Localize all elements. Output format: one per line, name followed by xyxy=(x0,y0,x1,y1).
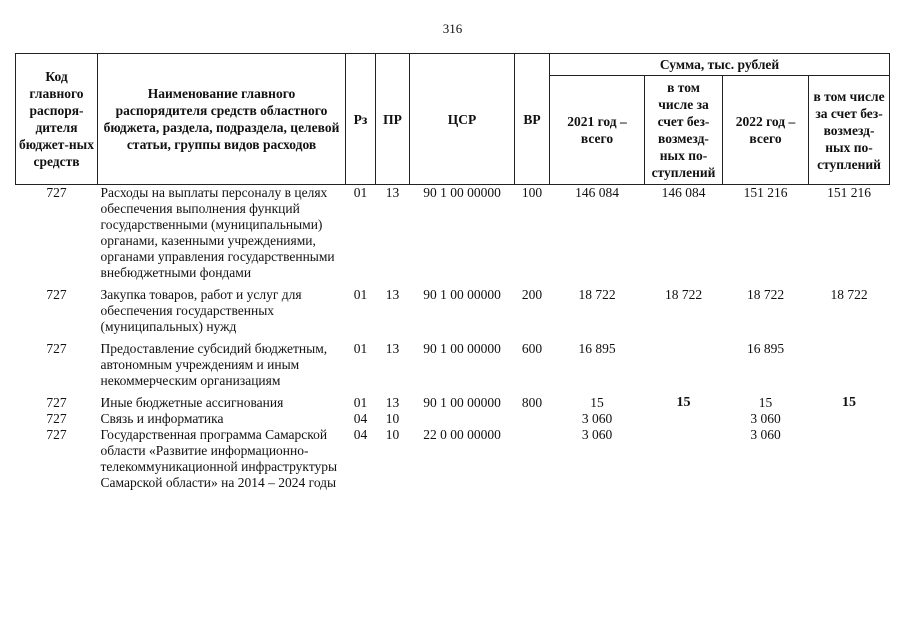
cell-2022-free xyxy=(809,427,890,491)
header-csr: ЦСР xyxy=(410,54,515,185)
cell-pr: 10 xyxy=(385,427,400,442)
cell-csr xyxy=(410,411,515,427)
cell-pr: 10 xyxy=(385,411,400,426)
header-rz: Рз xyxy=(346,54,376,185)
cell-2021-total: 3 060 xyxy=(581,411,613,426)
cell-2022-total: 151 216 xyxy=(743,185,788,200)
header-name: Наименование главного распорядителя средств областного бюджета, раздела, подраздела, целевой статьи, группы видов расходов xyxy=(98,54,346,185)
table-row xyxy=(16,287,890,341)
cell-2021-total: 18 722 xyxy=(578,287,616,302)
cell-code: 727 xyxy=(46,395,67,410)
cell-csr: 90 1 00 00000 xyxy=(423,185,501,200)
header-pr: ПР xyxy=(376,54,410,185)
cell-2021-free xyxy=(645,341,723,395)
header-2021-total: 2021 год – всего xyxy=(550,76,645,185)
budget-table xyxy=(15,53,890,491)
cell-2021-free: 18 722 xyxy=(664,287,703,302)
cell-2022-free: 15 xyxy=(842,395,857,410)
header-code: Код главного распоря-дителя бюджет-ных средств xyxy=(16,54,98,185)
cell-rz: 01 xyxy=(353,341,368,356)
table-row xyxy=(16,395,890,411)
cell-rz: 01 xyxy=(353,395,368,410)
cell-2022-total: 18 722 xyxy=(746,287,785,302)
cell-2022-total: 3 060 xyxy=(750,427,781,442)
cell-2021-total: 3 060 xyxy=(581,427,613,442)
cell-code: 727 xyxy=(46,341,67,356)
cell-code: 727 xyxy=(46,411,67,426)
cell-vr: 100 xyxy=(521,185,543,200)
header-2022-total: 2022 год – всего xyxy=(723,76,809,185)
cell-name: Связь и информатика xyxy=(100,411,224,426)
cell-2022-free xyxy=(809,341,890,395)
cell-csr: 22 0 00 00000 xyxy=(423,427,501,442)
cell-2022-free: 151 216 xyxy=(827,185,871,200)
cell-csr: 90 1 00 00000 xyxy=(423,287,501,302)
cell-name: Закупка товаров, работ и услуг для обеспечения государственных (муниципальных) нужд xyxy=(100,287,302,334)
table-row xyxy=(16,185,890,288)
table-row xyxy=(16,411,890,427)
cell-csr: 90 1 00 00000 xyxy=(423,341,501,356)
cell-vr: 600 xyxy=(521,341,543,356)
cell-code: 727 xyxy=(46,185,67,200)
header-vr: ВР xyxy=(515,54,550,185)
table-row xyxy=(16,341,890,395)
cell-name: Иные бюджетные ассигнования xyxy=(100,395,284,410)
cell-name: Расходы на выплаты персоналу в целях обеспечения выполнения функций государственными (муниципальными) органами, казенными учреждениями, органами управления государственными внебюджетными фондами xyxy=(100,185,335,280)
cell-2022-free: 18 722 xyxy=(830,287,868,302)
cell-2021-total: 146 084 xyxy=(575,185,619,200)
cell-2022-total: 15 xyxy=(758,395,773,410)
cell-pr: 13 xyxy=(385,341,400,356)
cell-code: 727 xyxy=(46,287,67,302)
header-2021-free: в том числе за счет без-возмезд-ных по-ступлений xyxy=(645,76,723,185)
cell-pr: 13 xyxy=(385,185,400,200)
header-sum: Сумма, тыс. рублей xyxy=(550,54,890,76)
cell-2022-total: 3 060 xyxy=(750,411,781,426)
cell-csr: 90 1 00 00000 xyxy=(423,395,501,410)
cell-vr: 800 xyxy=(521,395,543,410)
cell-pr: 13 xyxy=(385,395,400,410)
cell-rz: 04 xyxy=(353,427,368,442)
table-row xyxy=(16,427,890,491)
cell-2022-total: 16 895 xyxy=(746,341,785,356)
cell-vr xyxy=(515,427,550,491)
cell-vr xyxy=(515,411,550,427)
cell-2021-free xyxy=(645,427,723,491)
header-2022-free: в том числе за счет без-возмезд-ных по-ступлений xyxy=(809,76,890,185)
cell-vr: 200 xyxy=(521,287,543,302)
cell-name: Предоставление субсидий бюджетным, автономным учреждениям и иным некоммерческим организациям xyxy=(100,341,328,388)
cell-rz: 01 xyxy=(353,287,368,302)
cell-2022-free xyxy=(809,411,890,427)
cell-2021-free: 15 xyxy=(676,395,691,410)
cell-rz: 01 xyxy=(353,185,368,200)
cell-2021-total: 15 xyxy=(590,395,604,410)
cell-2021-free: 146 084 xyxy=(661,185,706,200)
cell-rz: 04 xyxy=(353,411,368,426)
cell-code: 727 xyxy=(46,427,67,442)
cell-pr: 13 xyxy=(385,287,400,302)
cell-2021-total: 16 895 xyxy=(578,341,616,356)
cell-2021-free xyxy=(645,411,723,427)
page-number: 316 xyxy=(442,21,463,36)
cell-name: Государственная программа Самарской области «Развитие информационно-телекоммуникационной инфраструктуры Самарской области» на 2014 – 2024 годы xyxy=(100,427,338,490)
